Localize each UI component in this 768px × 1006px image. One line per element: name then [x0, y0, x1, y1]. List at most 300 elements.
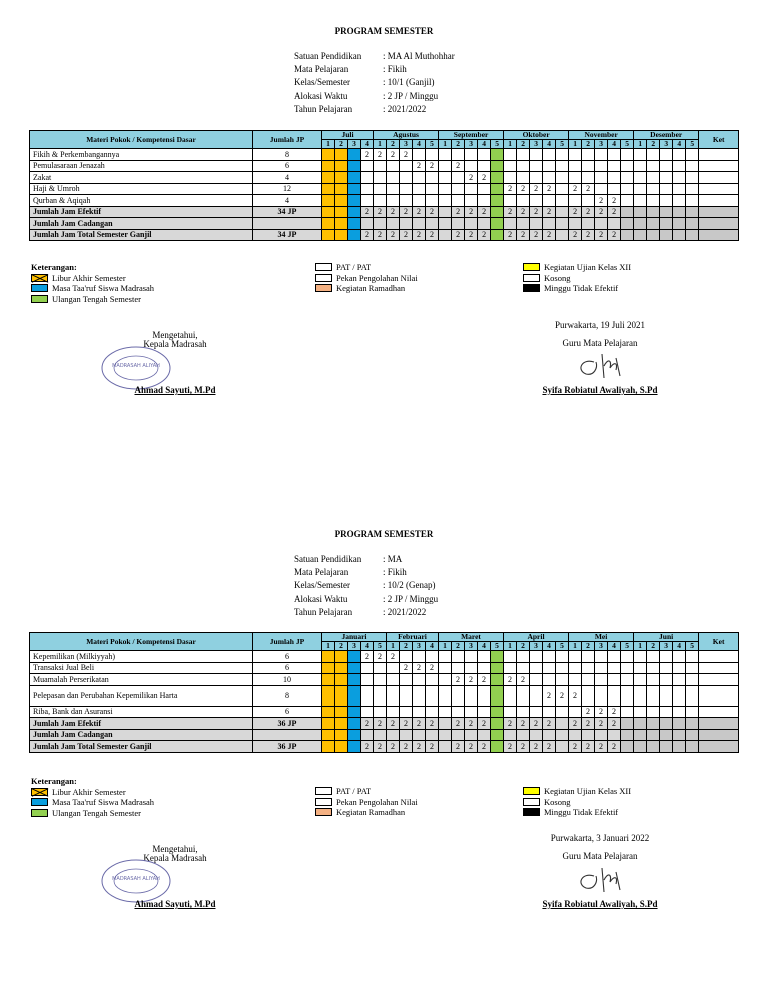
week-cell: [543, 160, 556, 172]
week-cell: 2: [465, 229, 478, 241]
week-number: 2: [647, 140, 660, 149]
week-cell: 2: [361, 741, 374, 753]
week-number: 3: [660, 642, 673, 651]
week-cell: [322, 172, 335, 184]
week-cell: [608, 662, 621, 674]
week-cell: [517, 172, 530, 184]
week-cell: [387, 729, 400, 741]
row-jp: [253, 218, 322, 230]
week-number: 3: [413, 642, 426, 651]
week-cell: [335, 662, 348, 674]
week-number: 5: [621, 642, 634, 651]
week-cell: 2: [569, 741, 582, 753]
week-cell: 2: [504, 674, 517, 686]
week-cell: [621, 218, 634, 230]
legend-item: [523, 283, 631, 294]
week-cell: 2: [400, 741, 413, 753]
week-cell: [556, 729, 569, 741]
week-cell: [335, 195, 348, 207]
week-number: 1: [504, 140, 517, 149]
page-title: PROGRAM SEMESTER: [334, 529, 434, 539]
week-cell: [621, 706, 634, 718]
week-cell: [439, 741, 452, 753]
row-ket: [699, 206, 739, 218]
legend-swatch: [31, 788, 48, 796]
week-cell: [504, 218, 517, 230]
week-cell: [335, 206, 348, 218]
week-cell: [387, 674, 400, 686]
week-cell: [582, 218, 595, 230]
week-cell: [686, 206, 699, 218]
week-cell: [608, 149, 621, 161]
week-cell: [647, 183, 660, 195]
week-number: 4: [608, 642, 621, 651]
table-row: [30, 195, 739, 207]
week-cell: 2: [374, 229, 387, 241]
week-cell: [569, 172, 582, 184]
week-cell: [335, 685, 348, 706]
week-cell: [322, 651, 335, 663]
week-number: 3: [348, 642, 361, 651]
week-cell: [452, 706, 465, 718]
week-cell: [465, 729, 478, 741]
row-ket: [699, 741, 739, 753]
week-cell: [582, 651, 595, 663]
week-number: 5: [491, 140, 504, 149]
week-cell: [543, 706, 556, 718]
week-cell: [647, 674, 660, 686]
week-cell: [504, 149, 517, 161]
week-cell: 2: [413, 160, 426, 172]
table-row: [30, 674, 739, 686]
week-cell: [478, 149, 491, 161]
week-cell: [478, 662, 491, 674]
week-cell: [621, 729, 634, 741]
svg-text:MADRASAH ALIYAH: MADRASAH ALIYAH: [112, 363, 160, 369]
row-ket: [699, 685, 739, 706]
week-cell: [504, 160, 517, 172]
legend-swatch: [523, 787, 540, 795]
week-cell: [686, 685, 699, 706]
week-cell: 2: [504, 206, 517, 218]
week-cell: [608, 729, 621, 741]
week-cell: [647, 662, 660, 674]
week-cell: [621, 674, 634, 686]
week-cell: 2: [517, 674, 530, 686]
week-cell: [673, 729, 686, 741]
week-cell: [543, 674, 556, 686]
week-cell: [491, 741, 504, 753]
week-cell: [686, 183, 699, 195]
week-cell: [686, 160, 699, 172]
table-row: [30, 662, 739, 674]
row-jp: 8: [253, 685, 322, 706]
week-cell: [439, 229, 452, 241]
week-cell: [686, 218, 699, 230]
row-jp: [253, 729, 322, 741]
row-ket: [699, 183, 739, 195]
row-jp: 6: [253, 160, 322, 172]
week-cell: 2: [413, 229, 426, 241]
week-cell: [660, 718, 673, 730]
week-cell: [413, 195, 426, 207]
week-cell: [348, 706, 361, 718]
week-cell: [582, 685, 595, 706]
week-cell: [660, 160, 673, 172]
row-materi: Jumlah Jam Cadangan: [30, 729, 253, 741]
week-cell: [660, 172, 673, 184]
week-cell: [335, 729, 348, 741]
week-cell: [348, 149, 361, 161]
week-cell: [335, 149, 348, 161]
week-cell: [400, 218, 413, 230]
week-cell: [465, 662, 478, 674]
week-cell: [621, 206, 634, 218]
legend-item: [523, 273, 631, 284]
week-cell: 2: [595, 718, 608, 730]
week-cell: [569, 662, 582, 674]
week-number: 5: [686, 140, 699, 149]
legend-swatch: [315, 274, 332, 282]
week-cell: 2: [569, 229, 582, 241]
legend-item: [315, 262, 418, 273]
week-cell: [582, 195, 595, 207]
week-cell: [322, 149, 335, 161]
svg-text:MADRASAH ALIYAH: MADRASAH ALIYAH: [112, 876, 160, 882]
week-number: 3: [465, 140, 478, 149]
week-cell: [322, 195, 335, 207]
legend-title: Keterangan: [31, 262, 74, 272]
week-cell: 2: [478, 229, 491, 241]
week-cell: 2: [452, 206, 465, 218]
week-cell: [452, 685, 465, 706]
week-number: 2: [647, 642, 660, 651]
week-cell: [660, 183, 673, 195]
week-cell: 2: [361, 206, 374, 218]
week-cell: [634, 706, 647, 718]
week-cell: [530, 674, 543, 686]
week-cell: [465, 149, 478, 161]
week-cell: [413, 218, 426, 230]
week-cell: [400, 729, 413, 741]
week-cell: 2: [361, 229, 374, 241]
week-cell: [348, 651, 361, 663]
week-cell: 2: [582, 706, 595, 718]
week-cell: 2: [608, 741, 621, 753]
legend-item: [31, 283, 154, 294]
week-cell: [582, 662, 595, 674]
week-cell: [621, 651, 634, 663]
week-number: 1: [387, 642, 400, 651]
week-cell: [491, 674, 504, 686]
week-cell: [452, 729, 465, 741]
week-cell: [491, 706, 504, 718]
legend-label: Libur Akhir Semester: [52, 786, 126, 797]
week-number: 4: [426, 642, 439, 651]
week-cell: [491, 229, 504, 241]
week-cell: 2: [595, 229, 608, 241]
week-cell: [413, 685, 426, 706]
info-row: [294, 553, 438, 566]
week-cell: [348, 160, 361, 172]
week-cell: [595, 685, 608, 706]
week-cell: [660, 229, 673, 241]
week-cell: [634, 662, 647, 674]
week-cell: 2: [400, 718, 413, 730]
week-cell: [673, 741, 686, 753]
week-cell: 2: [452, 741, 465, 753]
week-cell: [361, 706, 374, 718]
week-cell: [621, 662, 634, 674]
row-ket: [699, 729, 739, 741]
week-cell: [530, 651, 543, 663]
week-number: 4: [608, 140, 621, 149]
week-cell: 2: [413, 718, 426, 730]
week-cell: 2: [556, 685, 569, 706]
week-cell: [387, 706, 400, 718]
week-cell: [361, 172, 374, 184]
week-cell: [595, 729, 608, 741]
info-value: : 2021/2022: [383, 606, 427, 617]
week-cell: 2: [504, 229, 517, 241]
week-cell: [348, 183, 361, 195]
row-jp: 36 JP: [253, 718, 322, 730]
week-number: 4: [478, 642, 491, 651]
legend-swatch: [523, 263, 540, 271]
week-cell: [439, 674, 452, 686]
week-cell: [647, 160, 660, 172]
week-number: 2: [335, 140, 348, 149]
week-cell: 2: [387, 718, 400, 730]
week-number: 3: [595, 642, 608, 651]
week-cell: [517, 218, 530, 230]
week-cell: [634, 674, 647, 686]
week-cell: [634, 172, 647, 184]
teacher-block: Purwakarta, 19 Juli 2021 Guru Mata Pelajaran: [555, 320, 645, 348]
row-materi: Kepemilikan (Milkiyyah): [30, 651, 253, 663]
week-cell: [647, 651, 660, 663]
legend-label: Pekan Pengolahan Nilai: [336, 796, 418, 807]
info-label: Satuan Pendidikan: [294, 554, 362, 564]
week-cell: [426, 149, 439, 161]
week-cell: 2: [465, 718, 478, 730]
week-cell: [413, 651, 426, 663]
week-cell: 2: [374, 741, 387, 753]
month-header: Oktober: [504, 131, 569, 140]
week-cell: [530, 729, 543, 741]
week-cell: [634, 183, 647, 195]
week-cell: [335, 172, 348, 184]
week-cell: [569, 674, 582, 686]
week-cell: [452, 195, 465, 207]
week-cell: [478, 218, 491, 230]
week-cell: [491, 195, 504, 207]
week-cell: 2: [426, 662, 439, 674]
row-ket: [699, 718, 739, 730]
week-cell: [595, 662, 608, 674]
week-cell: [400, 172, 413, 184]
row-jp: 6: [253, 651, 322, 663]
week-number: 2: [517, 140, 530, 149]
week-cell: [348, 718, 361, 730]
week-cell: [348, 729, 361, 741]
week-number: 5: [491, 642, 504, 651]
week-cell: [621, 229, 634, 241]
week-cell: [556, 183, 569, 195]
header-jumlah: Jumlah JP: [253, 633, 322, 651]
table-row: [30, 172, 739, 184]
week-cell: [556, 149, 569, 161]
week-number: 4: [478, 140, 491, 149]
week-cell: [660, 685, 673, 706]
week-cell: [647, 195, 660, 207]
week-cell: [686, 172, 699, 184]
month-header: April: [504, 633, 569, 642]
row-jp: 10: [253, 674, 322, 686]
week-number: 2: [582, 140, 595, 149]
week-number: 1: [569, 140, 582, 149]
week-cell: [335, 674, 348, 686]
week-cell: [452, 651, 465, 663]
row-ket: [699, 160, 739, 172]
month-header: Februari: [387, 633, 439, 642]
week-cell: [413, 706, 426, 718]
week-cell: [621, 685, 634, 706]
week-cell: [452, 218, 465, 230]
week-cell: 2: [517, 718, 530, 730]
week-cell: 2: [465, 206, 478, 218]
week-cell: [673, 195, 686, 207]
week-cell: [556, 195, 569, 207]
info-label: Kelas/Semester: [294, 580, 350, 591]
week-cell: [621, 172, 634, 184]
week-cell: [517, 706, 530, 718]
week-cell: [556, 172, 569, 184]
table-row: [30, 741, 739, 753]
table-row: [30, 160, 739, 172]
week-cell: [504, 706, 517, 718]
week-cell: [686, 674, 699, 686]
week-number: 2: [387, 140, 400, 149]
info-row: [294, 76, 455, 89]
week-cell: [608, 183, 621, 195]
week-cell: [452, 149, 465, 161]
week-cell: [374, 218, 387, 230]
legend-label: Minggu Tidak Efektif: [544, 283, 619, 293]
week-number: 4: [361, 642, 374, 651]
week-cell: [582, 172, 595, 184]
week-cell: 2: [452, 718, 465, 730]
week-cell: 2: [465, 674, 478, 686]
week-cell: 2: [452, 229, 465, 241]
header-ket: Ket: [699, 131, 739, 149]
week-cell: [595, 183, 608, 195]
week-cell: [608, 651, 621, 663]
week-cell: 2: [530, 718, 543, 730]
week-cell: [504, 685, 517, 706]
week-cell: [413, 183, 426, 195]
week-cell: [322, 160, 335, 172]
week-cell: [439, 218, 452, 230]
week-cell: 2: [478, 206, 491, 218]
week-cell: 2: [530, 183, 543, 195]
week-cell: 2: [543, 741, 556, 753]
legend-label: Minggu Tidak Efektif: [544, 807, 619, 817]
week-cell: [335, 229, 348, 241]
legend-swatch: [315, 284, 332, 292]
week-cell: [426, 685, 439, 706]
week-cell: [621, 149, 634, 161]
week-cell: [673, 149, 686, 161]
week-cell: [374, 729, 387, 741]
week-cell: [400, 651, 413, 663]
week-cell: 2: [478, 172, 491, 184]
week-cell: [543, 662, 556, 674]
week-cell: [387, 662, 400, 674]
week-cell: [582, 149, 595, 161]
week-cell: [478, 706, 491, 718]
info-value: : Fikih: [383, 64, 407, 75]
headmaster-block: Mengetahui, Kepala Madrasah: [143, 330, 207, 349]
teacher-name: Syifa Robiatul Awaliyah, S.Pd: [542, 385, 658, 395]
week-cell: [647, 206, 660, 218]
week-cell: [322, 706, 335, 718]
legend-label: Kegiatan Ujian Kelas XII: [544, 786, 632, 796]
week-cell: [400, 685, 413, 706]
row-jp: 4: [253, 195, 322, 207]
week-cell: [517, 729, 530, 741]
headmaster-name: Ahmad Sayuti, M.Pd: [134, 385, 216, 395]
week-cell: [413, 674, 426, 686]
week-cell: [504, 195, 517, 207]
week-cell: [478, 685, 491, 706]
week-cell: [491, 729, 504, 741]
week-cell: [569, 195, 582, 207]
week-cell: [374, 160, 387, 172]
week-cell: [322, 685, 335, 706]
week-cell: 2: [543, 229, 556, 241]
row-materi: Jumlah Jam Efektif: [30, 718, 253, 730]
week-cell: 2: [478, 674, 491, 686]
week-cell: [660, 741, 673, 753]
week-cell: 2: [595, 706, 608, 718]
week-cell: [660, 206, 673, 218]
week-cell: [647, 741, 660, 753]
row-ket: [699, 651, 739, 663]
week-number: 3: [530, 642, 543, 651]
week-cell: [595, 674, 608, 686]
week-cell: [634, 149, 647, 161]
week-cell: [543, 218, 556, 230]
week-cell: [673, 229, 686, 241]
row-materi: Riba, Bank dan Asuransi: [30, 706, 253, 718]
legend-label: Kegiatan Ramadhan: [336, 283, 406, 293]
week-cell: [361, 729, 374, 741]
week-number: 5: [686, 642, 699, 651]
week-cell: [530, 172, 543, 184]
info-row: [294, 593, 438, 606]
row-ket: [699, 229, 739, 241]
week-cell: [400, 195, 413, 207]
row-jp: 4: [253, 172, 322, 184]
week-number: 4: [413, 140, 426, 149]
week-cell: [426, 651, 439, 663]
week-number: 5: [426, 140, 439, 149]
week-cell: 2: [504, 741, 517, 753]
week-cell: 2: [400, 206, 413, 218]
week-cell: [374, 183, 387, 195]
week-cell: [621, 741, 634, 753]
